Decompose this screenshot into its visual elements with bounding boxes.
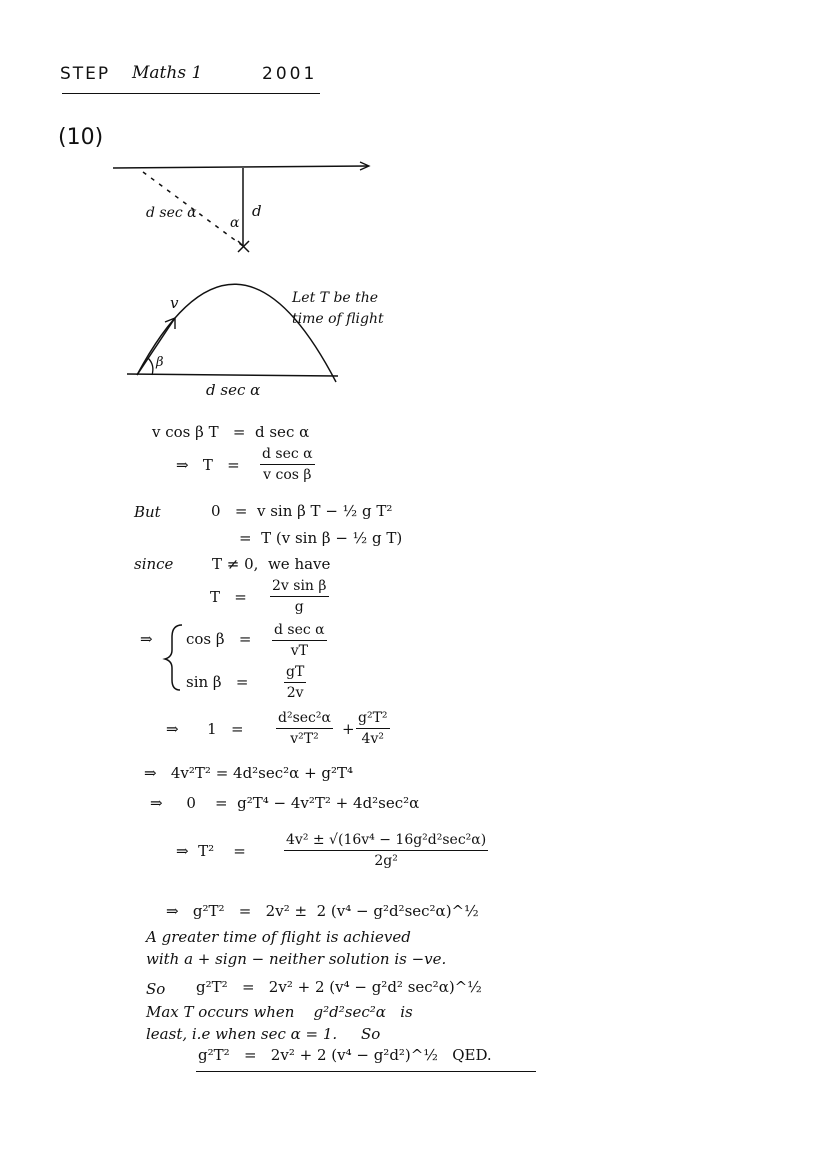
diagram2-note: Let T be the time of flight xyxy=(292,290,384,327)
line-final-result: g²T² = 2v² + 2 (v⁴ − g²d²)^½ QED. xyxy=(198,1046,492,1064)
fraction-numerator: d sec α xyxy=(272,622,327,641)
diagram1-alpha-label: α xyxy=(230,215,240,231)
line-cos-lhs: cos β = xyxy=(186,630,252,648)
beta-angle-arc xyxy=(148,358,153,375)
fraction-numerator: g²T² xyxy=(356,710,390,729)
fraction-t-flight xyxy=(270,578,329,615)
diagram2-base-label: d sec α xyxy=(206,381,261,399)
fraction-denominator: g xyxy=(294,599,304,615)
fraction-cos xyxy=(272,622,327,659)
line-t-expr-lhs: ⇒ T = xyxy=(176,456,240,474)
line-t-flight-lhs: T = xyxy=(210,588,247,606)
line-g2t2-pm: ⇒ g²T² = 2v² ± 2 (v⁴ − g²d²sec²α)^½ xyxy=(166,902,479,920)
text-max-t: Max T occurs when g²d²sec²α is xyxy=(146,1003,413,1021)
diagram2-beta-label: β xyxy=(156,355,164,370)
fraction-sin xyxy=(284,664,306,701)
word-so: So xyxy=(146,980,166,998)
diagram2-v-label: v xyxy=(170,294,179,312)
line-sin-lhs: sin β = xyxy=(186,673,249,691)
line-horizontal-motion: v cos β T = d sec α xyxy=(152,423,310,441)
fraction-denominator: v cos β xyxy=(263,467,312,483)
line-identity-lhs: ⇒ 1 = xyxy=(166,720,244,738)
line-expanded: ⇒ 4v²T² = 4d²sec²α + g²T⁴ xyxy=(144,764,354,782)
plus-sign: + xyxy=(342,720,355,738)
fraction-t-squared xyxy=(284,832,488,869)
text-least: least, i.e when sec α = 1. So xyxy=(146,1025,381,1043)
text-plus-sign: with a + sign − neither solution is −ve. xyxy=(146,950,447,968)
implies-arrow: ⇒ xyxy=(140,630,153,648)
line-g2t2-plus: g²T² = 2v² + 2 (v⁴ − g²d² sec²α)^½ xyxy=(196,978,482,996)
header-year: 2001 xyxy=(262,64,318,84)
fraction-denominator: v²T² xyxy=(290,731,319,747)
question-number: (10) xyxy=(58,125,104,150)
fraction-numerator: 2v sin β xyxy=(270,578,329,597)
fraction-identity-2 xyxy=(356,710,390,747)
final-underline xyxy=(196,1071,536,1072)
line-t-squared-lhs: ⇒ T² = xyxy=(176,842,246,860)
fraction-denominator: 4v² xyxy=(361,731,384,747)
surface-line xyxy=(113,166,368,168)
fraction-denominator: 2v xyxy=(286,685,304,701)
header-exam: STEP xyxy=(60,64,111,84)
line-quadratic: ⇒ 0 = g²T⁴ − 4v²T² + 4d²sec²α xyxy=(150,794,420,812)
line-t-nonzero: T ≠ 0, we have xyxy=(212,555,331,573)
ground-line xyxy=(127,374,338,376)
header-subject: Maths 1 xyxy=(132,63,203,83)
fraction-numerator: 4v² ± √(16v⁴ − 16g²d²sec²α) xyxy=(284,832,488,851)
line-factorised: = T (v sin β − ½ g T) xyxy=(239,529,403,547)
fraction-numerator: d sec α xyxy=(260,446,315,465)
diagram1-d-label: d xyxy=(252,202,262,220)
word-but: But xyxy=(134,503,161,521)
system-brace xyxy=(165,625,182,690)
diagram1-hyp-label: d sec α xyxy=(146,205,197,221)
fraction-identity-1 xyxy=(276,710,333,747)
fraction-numerator: gT xyxy=(284,664,306,683)
word-since: since xyxy=(134,555,174,573)
text-greater-time: A greater time of flight is achieved xyxy=(146,928,411,946)
fraction-denominator: vT xyxy=(290,643,308,659)
line-vertical-motion: 0 = v sin β T − ½ g T² xyxy=(211,502,393,520)
fraction-numerator: d²sec²α xyxy=(276,710,333,729)
fraction-denominator: 2g² xyxy=(374,853,398,869)
fraction-t-expr xyxy=(260,446,315,483)
